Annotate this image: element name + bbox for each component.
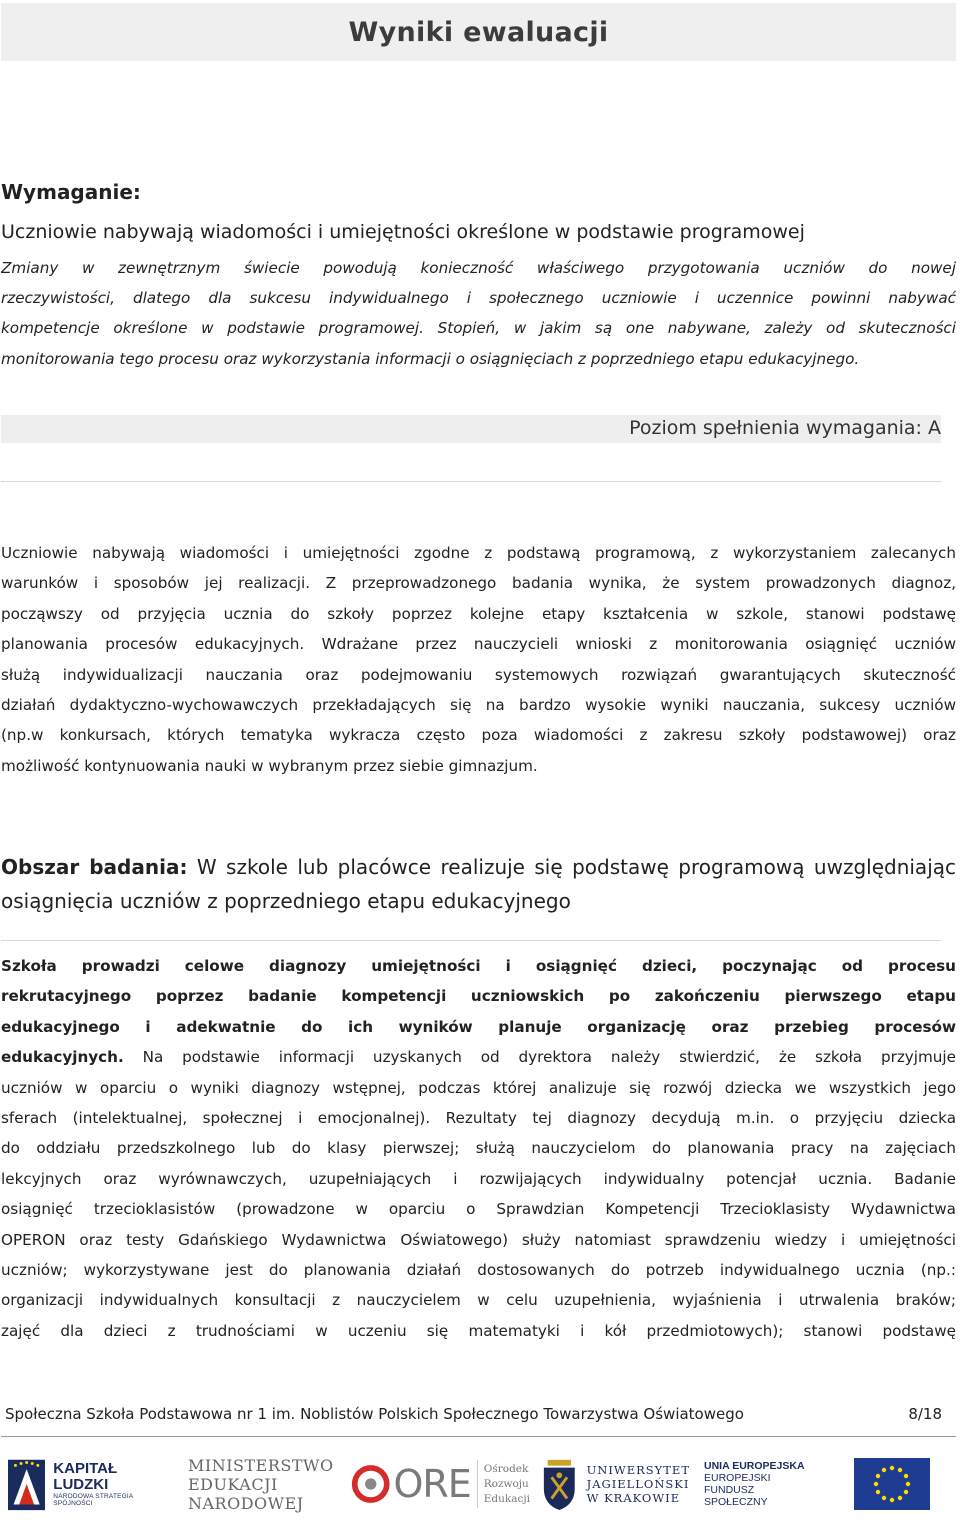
divider [1,481,941,482]
eu-logo [704,1444,954,1524]
area-label: Obszar badania: [1,855,188,879]
finding-bold-line: rekrutacyjnego poprzez badanie kompetencji uczniowskich po zakończeniu pierwszego etapu [1,987,956,1006]
summary-line: możliwość kontynuowania nauki w wybranym przez siebie gimnazjum. [1,756,538,775]
area-text-2: osiągnięcia uczniów z poprzedniego etapu edukacyjnego [1,889,571,913]
footer-divider [1,1436,956,1437]
summary-line: Uczniowie nabywają wiadomości i umiejętności zgodne z podstawą programową, z wykorzystaniem zalecanych [1,544,956,562]
summary-line: planowania procesów edukacyjnych. Wdrażane przez nauczycieli wnioski z monitorowania osiągnięć uczniów [1,635,956,654]
finding-line: lekcyjnych oraz wyrównawczych, uzupełniających i rozwijających indywidualny potencjał ucznia. Badanie [1,1169,956,1188]
eu-line-3: FUNDUSZ SPOŁECZNY [704,1484,768,1508]
requirement-intro [1,253,956,374]
summary-paragraph [1,538,956,781]
uj-crest-icon [540,1455,579,1513]
area-text-1: W szkole lub placówce realizuje się podstawę programową uwzględniając [196,855,957,879]
requirement-text: Uczniowie nabywają wiadomości i umiejętności określone w podstawie programowej [1,221,805,243]
ministry-logo [182,1444,334,1524]
uj-line-3: W KRAKOWIE [586,1491,681,1505]
research-area [1,850,956,918]
finding-mixed-bold: edukacyjnych. [1,1048,124,1067]
finding-line: OPERON oraz testy Gdańskiego Wydawnictwa Oświatowego) służy natomiast sprawdzeniu wiedzy i umiejętności [1,1230,956,1249]
level-bar [1,415,941,443]
summary-line: działań dydaktyczno-wychowawczych przekładających się na bardzo wysokie wyniki nauczania, sukcesy uczniów [1,695,956,714]
kapital-ludzki-name: KAPITAŁ LUDZKI [53,1460,118,1493]
ministry-line-3: NARODOWEJ [188,1493,304,1513]
ore-divider [477,1460,478,1508]
kapital-ludzki-sub: NARODOWA STRATEGIA SPÓJNOŚCI [53,1493,134,1507]
divider [1,940,941,941]
summary-line: warunków i sposobów jej realizacji. Z przeprowadzonego badania wynika, że system prowadzonych diagnoz, [1,574,956,593]
finding-paragraph [1,951,956,1346]
finding-line: uczniów; wykorzystywane jest do planowania działań dostosowanych do potrzeb indywidualnego ucznia (np.: [1,1260,956,1279]
summary-line: począwszy od przyjęcia ucznia do szkoły poprzez kolejne etapy kształcenia w szkole, stanowi podstawę [1,604,956,623]
finding-line: organizacji indywidualnych konsultacji z nauczycielem w celu uzupełnienia, wyjaśnienia i utrwalenia braków; [1,1291,956,1310]
finding-bold-line: Szkoła prowadzi celowe diagnozy umiejętności i osiągnięć dzieci, poczynając od procesu [1,957,956,975]
finding-mixed-line [1,1042,956,1072]
ore-mark: ORE [393,1462,471,1506]
finding-line: osiągnięć trzecioklasistów (prowadzone w oparciu o Sprawdzian Kompetencji Trzecioklasisty Wydawnictwa [1,1200,956,1219]
footer-page-number: 8/18 [908,1405,942,1423]
logo-strip [0,1444,960,1524]
footer-school: Społeczna Szkoła Podstawowa nr 1 im. Noblistów Polskich Społecznego Towarzystwa Oświatowego [5,1405,744,1423]
intro-line: rzeczywistości, dlatego dla sukcesu indywidualnego i społecznego uczniowie i uczennice powinni nabywać [1,289,956,308]
finding-line: zajęć dla dzieci z trudnościami w uczeniu się matematyki i kół przedmiotowych); stanowi podstawę [1,1321,956,1340]
finding-line: uczniów w oparciu o wyniki diagnozy wstępnej, podczas której analizuje się rozwój dziecka we wszystkich jego [1,1078,956,1097]
kapital-ludzki-logo [8,1444,168,1524]
summary-line: służą indywidualizacji nauczania oraz podejmowaniu systemowych rozwiązań gwarantujących skuteczność [1,665,956,684]
intro-line: monitorowania tego procesu oraz wykorzystania informacji o osiągnięciach z poprzedniego etapu edukacyjnego. [1,349,860,368]
uj-line-2: JAGIELLOŃSKI [586,1477,690,1491]
finding-line: sferach (intelektualnej, społecznej i emocjonalnej). Rezultaty tej diagnozy decydują m.in. o przyjęciu dziecka [1,1108,956,1127]
eu-line-1: UNIA EUROPEJSKA [704,1460,805,1472]
uj-logo [540,1444,690,1524]
finding-mixed-rest: Na podstawie informacji uzyskanych od dyrektora należy stwierdzić, że szkoła przyjmuje [123,1048,956,1067]
ore-line-3: Edukacji [483,1492,530,1505]
eu-flag-icon [854,1458,930,1510]
kapital-ludzki-emblem-icon [8,1456,45,1512]
ministry-line-1: MINISTERSTWO [188,1455,334,1475]
intro-line: Zmiany w zewnętrznym świecie powodują konieczność właściwego przygotowania uczniów do nowej [1,259,956,277]
intro-line: kompetencje określone w podstawie programowej. Stopień, w jakim są one nabywane, zależy od skuteczności [1,319,956,338]
eu-line-2: EUROPEJSKI [704,1472,771,1484]
ministry-line-2: EDUKACJI [188,1474,278,1494]
ore-logo [350,1444,530,1524]
finding-bold-line: edukacyjnego i adekwatnie do ich wyników planuje organizację oraz przebieg procesów [1,1017,956,1036]
ore-line-1: Ośrodek [483,1462,529,1475]
page-title: Wyniki ewaluacji [348,17,609,48]
level-label: Poziom spełnienia wymagania: A [629,417,941,439]
ore-ring-icon [350,1462,391,1506]
summary-line: (np.w konkursach, których tematyka wykracza często poza wiadomości z zakresu szkoły podstawowej) oraz [1,726,956,745]
uj-line-1: UNIWERSYTET [586,1463,690,1477]
area-line [1,850,956,884]
requirement-heading: Wymaganie: [1,180,141,204]
title-bar [1,3,956,61]
finding-line: do oddziału przedszkolnego lub do klasy pierwszej; służą nauczycielom do planowania pracy na zajęciach [1,1139,956,1158]
ore-line-2: Rozwoju [483,1477,529,1490]
